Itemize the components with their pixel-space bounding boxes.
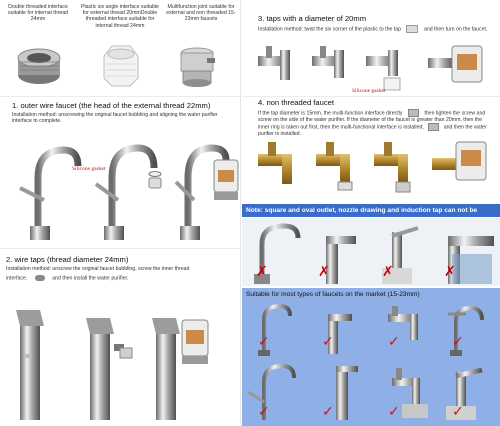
cross-mark-icon: ✗ (318, 264, 330, 280)
check-mark-icon: ✓ (322, 404, 334, 420)
section-2 (6, 255, 238, 282)
section-divider (0, 96, 240, 97)
double-thread-adapter-image (14, 44, 64, 86)
hex-plastic-adapter-image (96, 42, 146, 88)
section-1-body: Installation method: unscrewing the original faucet bubbling and aligning the water purifier interface to complete. (12, 112, 218, 125)
wall-tap-illustration (252, 44, 498, 94)
section-divider (242, 96, 500, 97)
section-2-body-c: and then install the water purifier. (52, 275, 129, 282)
section-1-title: 1. outer wire faucet (the head of the external thread 22mm) (12, 101, 211, 110)
part-label-1: Double threaded interface suitable for internal thread 24mm (8, 4, 68, 23)
part-label-2: Plastic six angle interface suitable for external thread 20mmDouble threaded interface suitable for internal thread 24mm (81, 4, 159, 29)
brass-tap-illustration (252, 136, 498, 198)
outer-wire-faucet-illustration (16, 138, 240, 240)
thread-interface-icon (35, 275, 45, 281)
section-4-body-c: and then the water purifier is installed. (258, 124, 487, 138)
check-mark-icon: ✓ (452, 334, 464, 350)
section-4 (258, 98, 496, 137)
section-3-title: 3. taps with a diameter of 20mm (258, 14, 367, 23)
unsuitable-faucets-illustration (242, 218, 500, 286)
multifunction-joint-image (174, 44, 220, 88)
check-mark-icon: ✓ (322, 334, 334, 350)
check-mark-icon: ✓ (388, 404, 400, 420)
section-4-title: 4. non threaded faucet (258, 98, 334, 107)
section-4-body-a: If the tap diameter is 15mm, the multi-function interface directly (258, 110, 403, 117)
check-mark-icon: ✓ (258, 334, 270, 350)
section-2-body-b: interface. (6, 275, 28, 282)
silicone-gasket-label-2: Silicone gasket (352, 88, 386, 94)
part-label-3: Multifunction joint suitable for external and non threaded 15-23mm faucets (166, 4, 236, 23)
multifunction-joint-icon (428, 123, 439, 131)
check-mark-icon: ✓ (258, 404, 270, 420)
check-mark-icon: ✓ (388, 334, 400, 350)
multifunction-joint-icon (408, 109, 419, 117)
silicone-gasket-label-1: Silicone gasket (72, 166, 106, 172)
wire-tap-illustration (6, 304, 238, 422)
section-2-title: 2. wire taps (thread diameter 24mm) (6, 255, 129, 264)
cross-mark-icon: ✗ (444, 264, 456, 280)
section-3-body-a: Installation method: twist the six corner of the plastic to the tap (258, 26, 402, 33)
section-3 (258, 14, 496, 33)
not-suitable-banner: Note: square and oval outlet, nozzle drawing and induction tap can not be (242, 204, 500, 217)
parts-panel (4, 4, 238, 94)
section-3-body-b: and then turn on the faucet. (423, 26, 488, 33)
hex-adapter-icon (406, 25, 418, 33)
cross-mark-icon: ✗ (256, 264, 268, 280)
cross-mark-icon: ✗ (382, 264, 394, 280)
column-divider (240, 0, 241, 426)
section-2-body-a: Installation method: unscrew the original faucet bubbling, screw the inner thread (6, 266, 190, 272)
section-divider (0, 248, 240, 249)
section-4-body-b: then tighten the screw and screw on the side of the water purifier. If the diameter of the faucet is greater than 20mm, then the inner ring is taken out first, then the multi-functional interface is installed, (258, 110, 486, 131)
check-mark-icon: ✓ (452, 404, 464, 420)
section-1 (12, 101, 238, 124)
suitable-banner: Suitable for most types of faucets on the market (15-23mm) (246, 291, 420, 298)
